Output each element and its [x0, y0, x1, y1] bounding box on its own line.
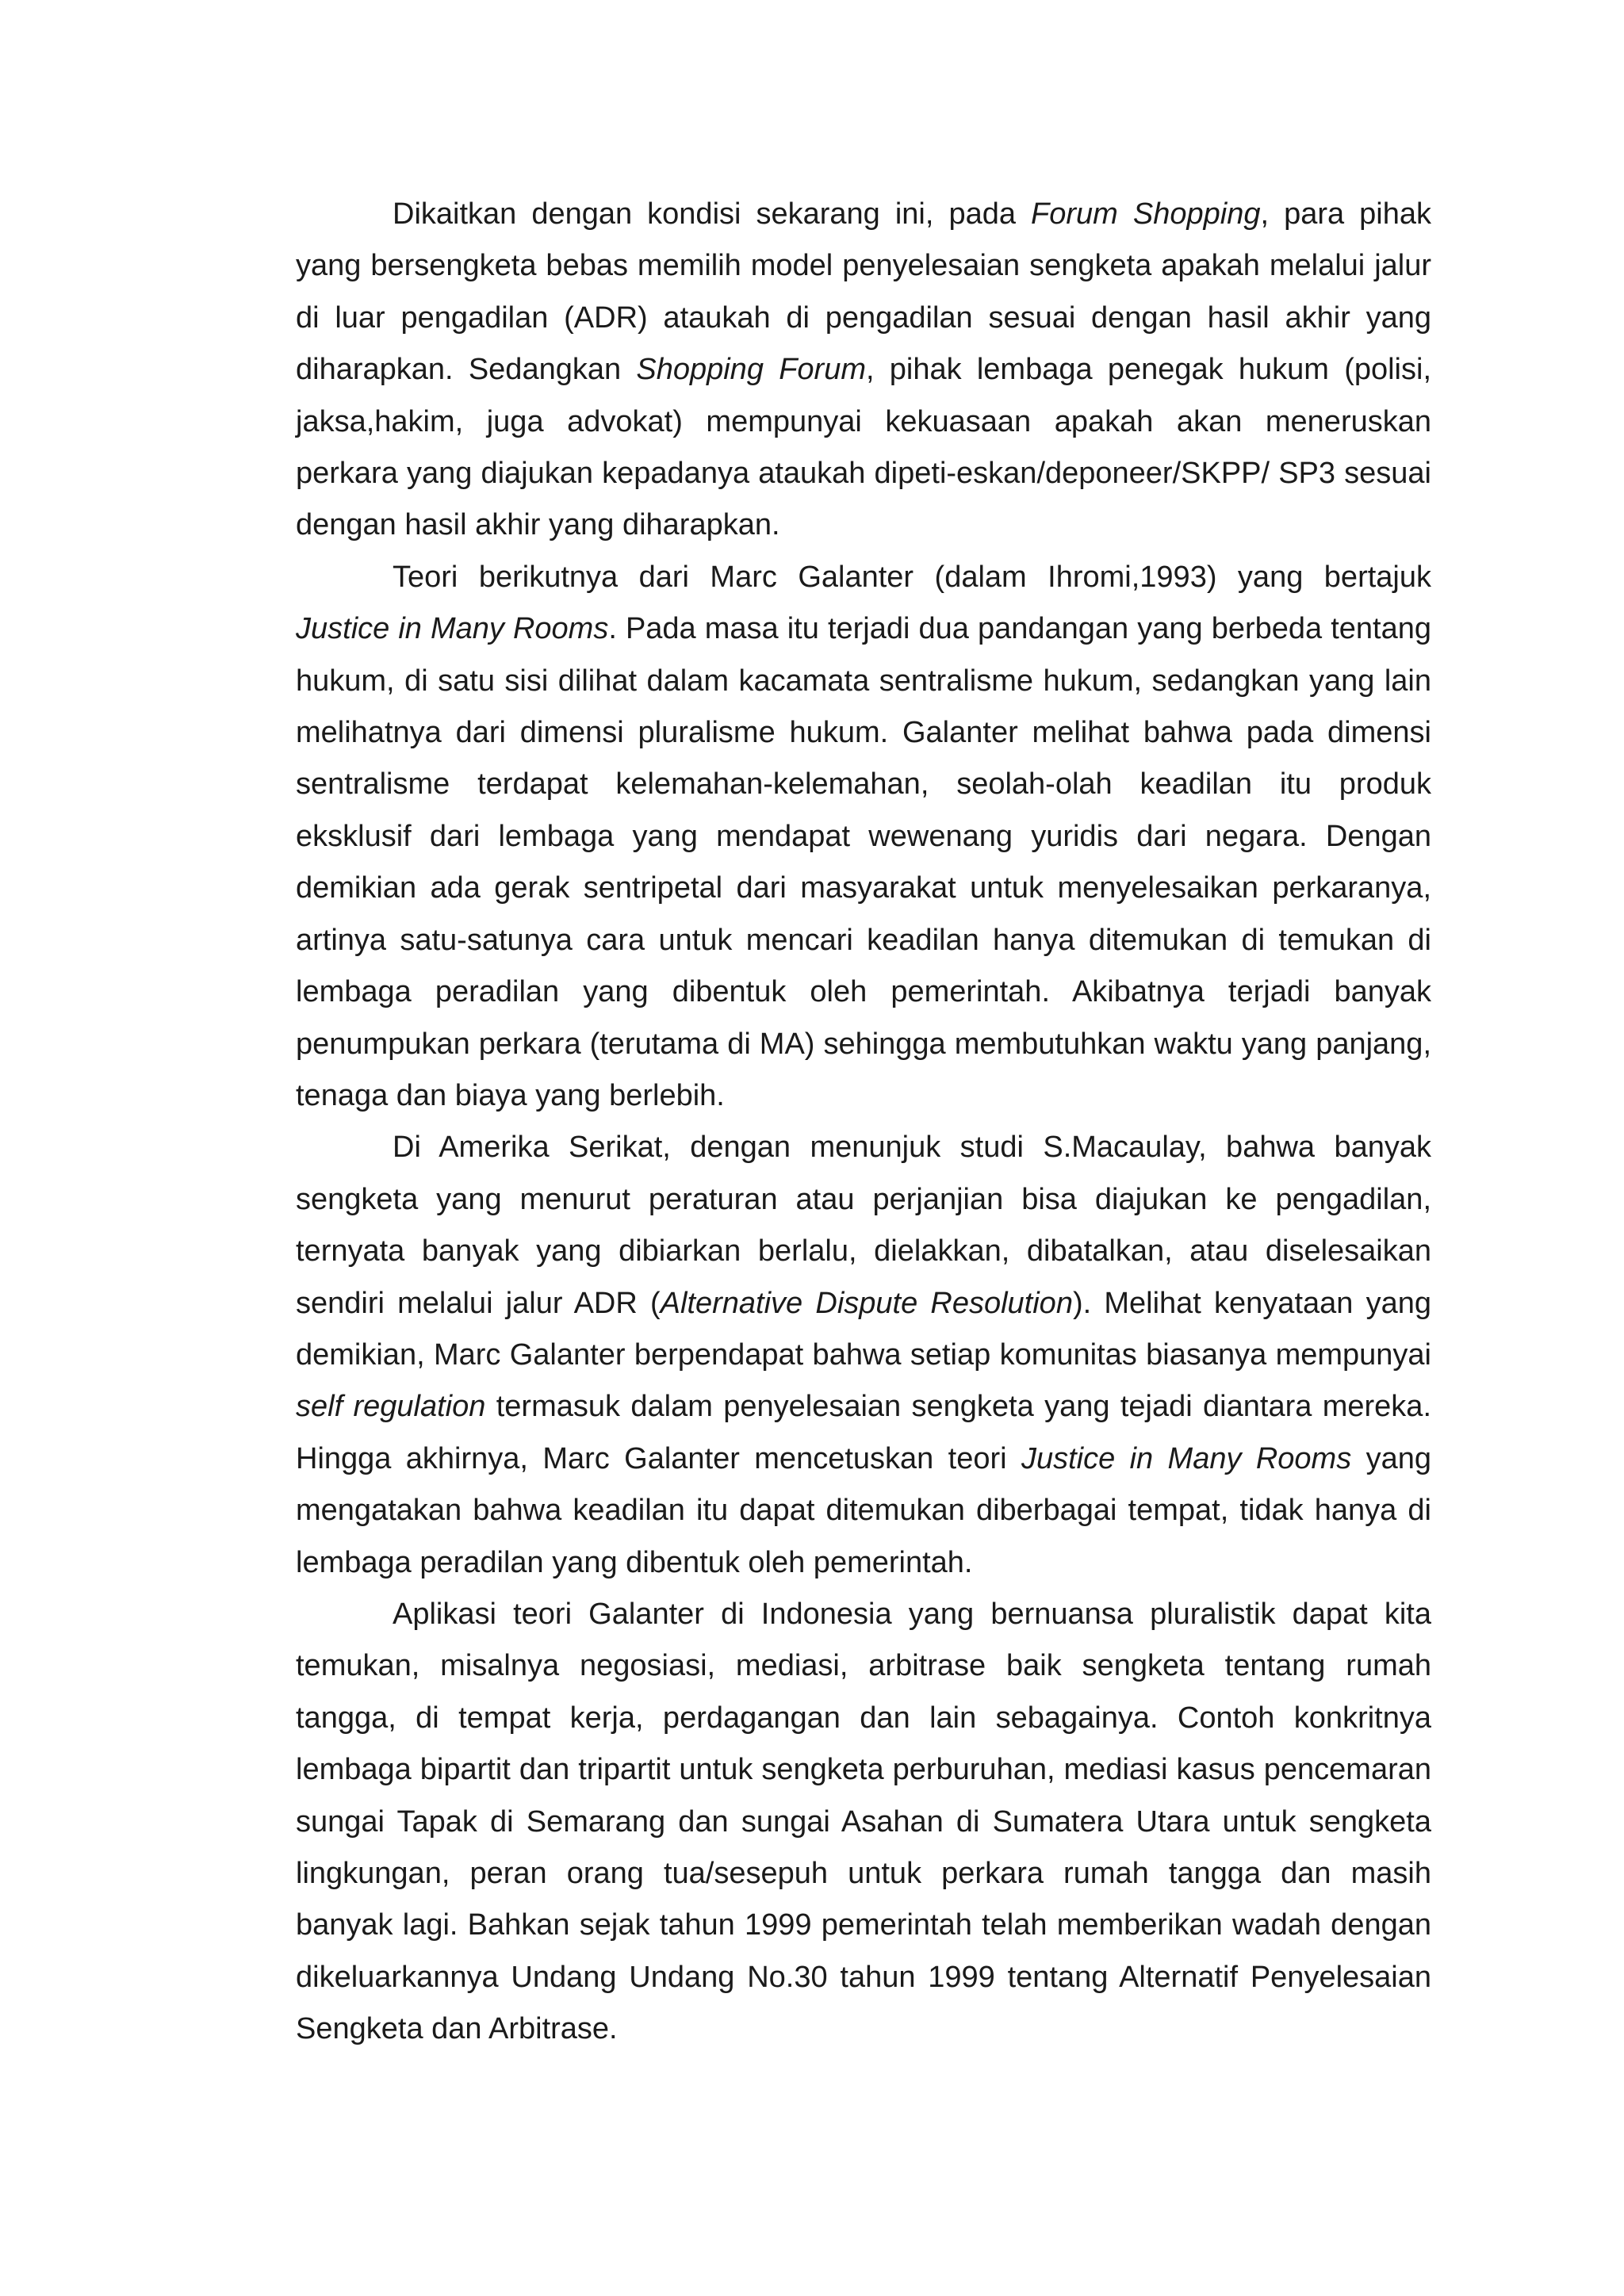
paragraph-indonesia-application [296, 1589, 1431, 2056]
paragraph-text-segment: Di Amerika Serikat, dengan menunjuk studi S.Macaulay, bahwa banyak sengketa yang menurut peraturan atau perjanjian bisa diajukan ke pengadilan, ternyata banyak yang dibiarkan berlalu, dielakkan, dibatalkan, atau diselesaikan sendiri melalui jalur ADR ( [296, 1131, 1431, 1320]
paragraph-text-segment: Aplikasi teori Galanter di Indonesia yang bernuansa pluralistik dapat kita temukan, misalnya negosiasi, mediasi, arbitrase baik sengketa tentang rumah tangga, di tempat kerja, perdagangan dan lain sebagainya. Contoh konkritnya lembaga bipartit dan tripartit untuk sengketa perburuhan, mediasi kasus pencemaran sungai Tapak di Semarang dan sungai Asahan di Sumatera Utara untuk sengketa lingkungan, peran orang tua/sesepuh untuk perkara rumah tangga dan masih banyak lagi. Bahkan sejak tahun 1999 pemerintah telah memberikan wadah dengan dikeluarkannya Undang Undang No.30 tahun 1999 tentang Alternatif Penyelesaian Sengketa dan Arbitrase. [296, 1597, 1431, 2046]
italic-term-justice-in-many-rooms: Justice in Many Rooms [1021, 1441, 1352, 1475]
paragraph-text-segment: , para pihak yang bersengketa bebas memilih model penyelesaian sengketa apakah melalui jalur di luar pengadilan (ADR) ataukah di pengadilan sesuai dengan hasil akhir yang diharapkan. Sedangkan [296, 197, 1432, 387]
paragraph-text-segment: yang mengatakan bahwa keadilan itu dapat ditemukan diberbagai tempat, tidak hanya di lembaga peradilan yang dibentuk oleh pemerintah. [296, 1441, 1431, 1579]
paragraph-text-segment: termasuk dalam penyelesaian sengketa yang tejadi diantara mereka. Hingga akhirnya, Marc Galanter mencetuskan teori [296, 1390, 1431, 1475]
paragraph-galanter-theory [296, 552, 1431, 1122]
italic-term-shopping-forum: Shopping Forum [636, 353, 866, 387]
paragraph-forum-shopping [296, 189, 1431, 552]
italic-term-forum-shopping: Forum Shopping [1031, 197, 1261, 231]
italic-term-self-regulation: self regulation [296, 1390, 486, 1424]
paragraph-text-segment: , pihak lembaga penegak hukum (polisi, jaksa,hakim, juga advokat) mempunyai kekuasaan apakah akan meneruskan perkara yang diajukan kepadanya ataukah dipeti-eskan/deponeer/SKPP/ SP3 sesuai dengan hasil akhir yang diharapkan. [296, 353, 1432, 542]
paragraph-text-segment: Dikaitkan dengan kondisi sekarang ini, pada [393, 197, 1032, 231]
italic-term-alternative-dispute-resolution: Alternative Dispute Resolution [660, 1286, 1073, 1320]
document-body [296, 189, 1431, 2056]
paragraph-text-segment: ). Melihat kenyataan yang demikian, Marc Galanter berpendapat bahwa setiap komunitas biasanya mempunyai [296, 1286, 1431, 1372]
italic-term-justice-in-many-rooms: Justice in Many Rooms [296, 612, 609, 646]
paragraph-text-segment: . Pada masa itu terjadi dua pandangan yang berbeda tentang hukum, di satu sisi dilihat dalam kacamata sentralisme hukum, sedangkan yang lain melihatnya dari dimensi pluralisme hukum. Galanter melihat bahwa pada dimensi sentralisme terdapat kelemahan-kelemahan, seolah-olah keadilan itu produk eksklusif dari lembaga yang mendapat wewenang yuridis dari negara. Dengan demikian ada gerak sentripetal dari masyarakat untuk menyelesaikan perkaranya, artinya satu-satunya cara untuk mencari keadilan hanya ditemukan di temukan di lembaga peradilan yang dibentuk oleh pemerintah. Akibatnya terjadi banyak penumpukan perkara (terutama di MA) sehingga membutuhkan waktu yang panjang, tenaga dan biaya yang berlebih. [296, 612, 1431, 1112]
paragraph-text-segment: Teori berikutnya dari Marc Galanter (dalam Ihromi,1993) yang bertajuk [393, 560, 1431, 594]
paragraph-united-states [296, 1122, 1431, 1589]
